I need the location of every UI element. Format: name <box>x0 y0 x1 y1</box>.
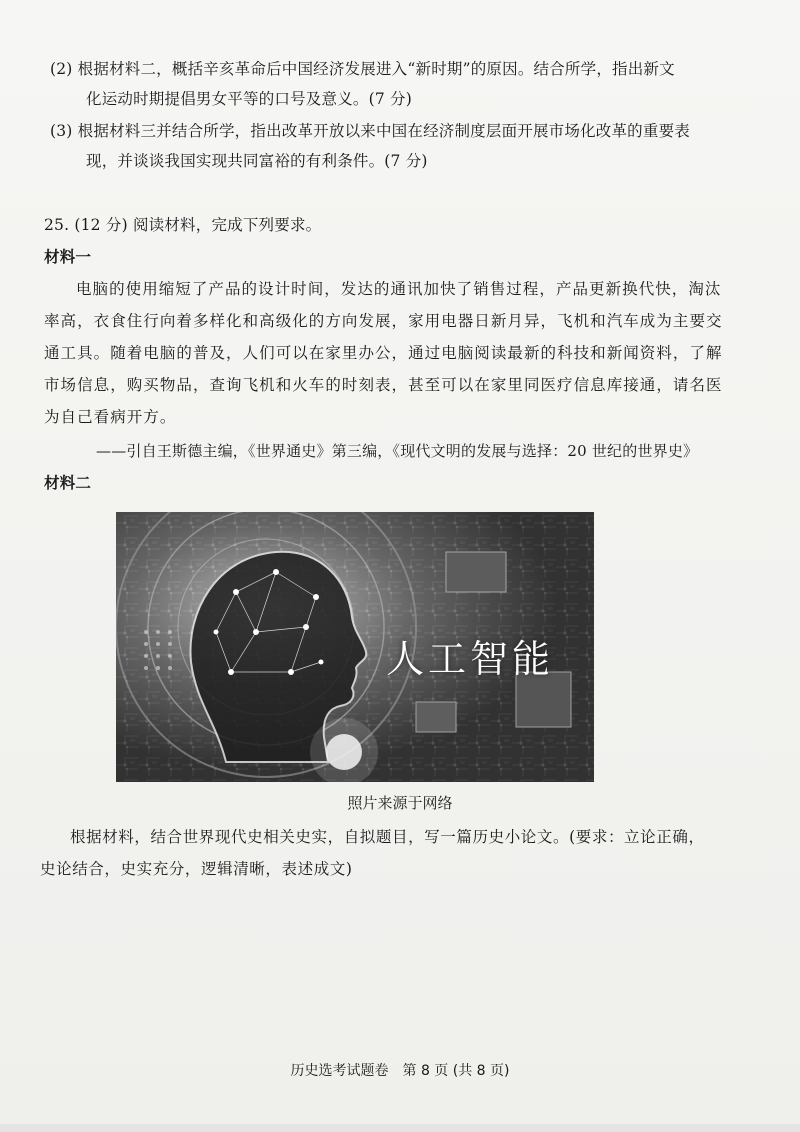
task-line-2: 史论结合，史实充分，逻辑清晰，表述成文) <box>40 860 353 878</box>
task-line-1: 根据材料，结合世界现代史相关史实，自拟题目，写一篇历史小论文。(要求：立论正确， <box>70 828 705 846</box>
scan-bottom-edge <box>0 1124 800 1132</box>
q24-sub3-line2: 现，并谈谈我国实现共同富裕的有利条件。(7 分) <box>86 152 428 170</box>
q24-sub2-line1: (2) 根据材料二，概括辛亥革命后中国经济发展进入“新时期”的原因。结合所学，指出新文 <box>50 60 675 78</box>
figure-caption: 照片来源于网络 <box>347 794 453 812</box>
figure-overlay-title: 人工智能 <box>386 637 555 681</box>
page-footer: 历史选考试题卷 第 8 页 (共 8 页) <box>290 1063 510 1079</box>
material2-label: 材料二 <box>44 473 92 492</box>
material1-line-5: 为自己看病开方。 <box>44 408 177 426</box>
q25-header: 25. (12 分) 阅读材料，完成下列要求。 <box>44 216 322 234</box>
material1-line-3: 通工具。随着电脑的普及，人们可以在家里办公，通过电脑阅读最新的科技和新闻资料，了解 <box>44 344 723 362</box>
material1-line-1: 电脑的使用缩短了产品的设计时间，发达的通讯加快了销售过程，产品更新换代快，淘汰 <box>76 280 722 298</box>
q24-sub2-line2: 化运动时期提倡男女平等的口号及意义。(7 分) <box>86 90 412 108</box>
material1-line-2: 率高，衣食住行向着多样化和高级化的方向发展，家用电器日新月异，飞机和汽车成为主要交 <box>44 312 723 330</box>
material1-line-4: 市场信息，购买物品，查询飞机和火车的时刻表，甚至可以在家里同医疗信息库接通，请名医 <box>44 376 723 394</box>
material1-label: 材料一 <box>44 247 92 266</box>
q24-sub3-line1: (3) 根据材料三并结合所学，指出改革开放以来中国在经济制度层面开展市场化改革的重要表 <box>50 122 690 140</box>
material1-source: ——引自王斯德主编，《世界通史》第三编，《现代文明的发展与选择：20 世纪的世界史》 <box>96 442 699 460</box>
